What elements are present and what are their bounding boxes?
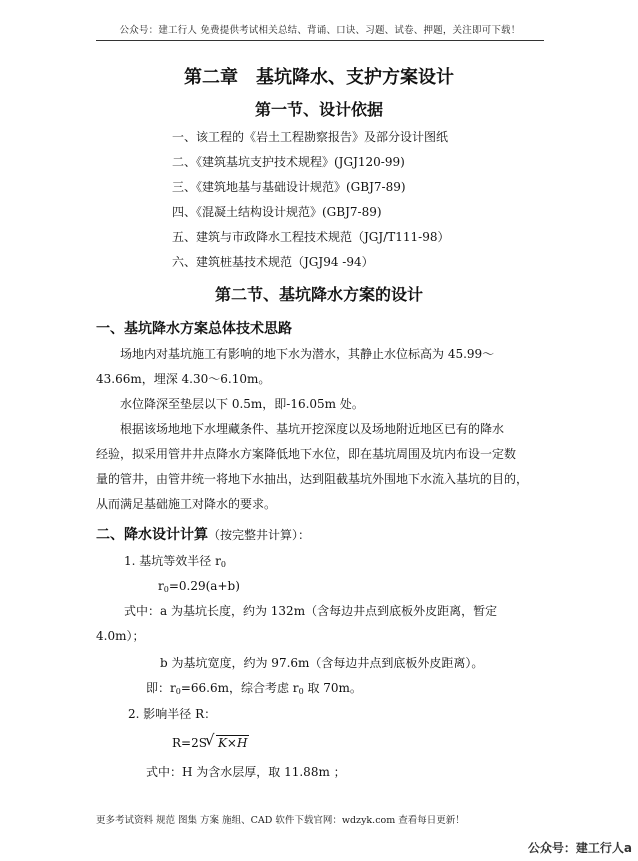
part-2-title: 二、降水设计计算	[96, 527, 208, 543]
formula-r0: $r_0=0.29(a+b)$	[158, 579, 240, 594]
paragraph-2: 水位降深至垫层以下 0.5m，即-16.05m 处。	[120, 397, 364, 411]
page-footer-text: 更多考试资料 规范 图集 方案 施组、CAD 软件下载官网：wdzyk.com 查看每日更新！	[96, 815, 465, 826]
formula-R: R=2S√ K×H	[172, 735, 249, 751]
square-root-symbol: √ K×H	[207, 735, 249, 751]
calc-item-1: 1. 基坑等效半径 $r_0$	[124, 554, 226, 569]
part-1-heading: 一、基坑降水方案总体技术思路	[96, 321, 292, 337]
section-1-title: 第一节、设计依据	[254, 100, 383, 119]
part-2-heading	[96, 524, 310, 544]
reference-item-5: 五、建筑与市政降水工程技术规范（JGJ/T111-98）	[172, 230, 450, 244]
reference-item-2: 二、《建筑基坑支护技术规程》(JGJ120-99)	[172, 155, 405, 169]
definition-a-line-1: 式中：a 为基坑长度，约为 132m（含每边井点到底板外皮距离，暂定	[124, 604, 498, 618]
r0-result: 即：$r_0=66.6m$，综合考虑 $r_0$ 取 70m。	[146, 681, 362, 696]
definition-a-line-2: 4.0m）；	[96, 629, 145, 643]
definition-b: b 为基坑宽度，约为 97.6m（含每边井点到底板外皮距离）。	[160, 656, 484, 670]
paragraph-3-line-2: 经验，拟采用管井井点降水方案降低地下水位，即在基坑周围及坑内布设一定数	[96, 447, 517, 461]
reference-item-1: 一、该工程的《岩土工程勘察报告》及部分设计图纸	[172, 130, 449, 144]
paragraph-3-line-4: 从而满足基础施工对降水的要求。	[96, 497, 277, 511]
definition-h: 式中：H 为含水层厚，取 11.88m ；	[146, 765, 346, 779]
reference-item-6: 六、建筑桩基技术规范（JGJ94 -94）	[172, 255, 374, 269]
part-2-note: （按完整井计算）：	[208, 528, 311, 542]
reference-item-4: 四、《混凝土结构设计规范》(GBJ7-89)	[172, 205, 382, 219]
page-header-text: 公众号：建工行人 免费提供考试相关总结、背诵、口诀、习题、试卷、押题，关注即可下载！	[119, 25, 521, 36]
calc-item-2: 2. 影响半径 R：	[128, 707, 217, 721]
paragraph-3-line-1: 根据该场地地下水埋藏条件、基坑开挖深度以及场地附近地区已有的降水	[120, 422, 505, 436]
paragraph-1-line-1: 场地内对基坑施工有影响的地下水为潜水，其静止水位标高为 45.99～	[120, 347, 495, 361]
section-2-title: 第二节、基坑降水方案的设计	[214, 285, 423, 304]
paragraph-3-line-3: 量的管井，由管井统一将地下水抽出，达到阻截基坑外围地下水流入基坑的目的，	[96, 472, 529, 486]
paragraph-1-line-2: 43.66m，埋深 4.30～6.10m。	[96, 372, 271, 386]
header-divider	[96, 40, 544, 41]
reference-item-3: 三、《建筑地基与基础设计规范》(GBJ7-89)	[172, 180, 406, 194]
watermark-text: 公众号：建工行人a	[527, 841, 632, 855]
chapter-title: 第二章 基坑降水、支护方案设计	[184, 67, 454, 88]
